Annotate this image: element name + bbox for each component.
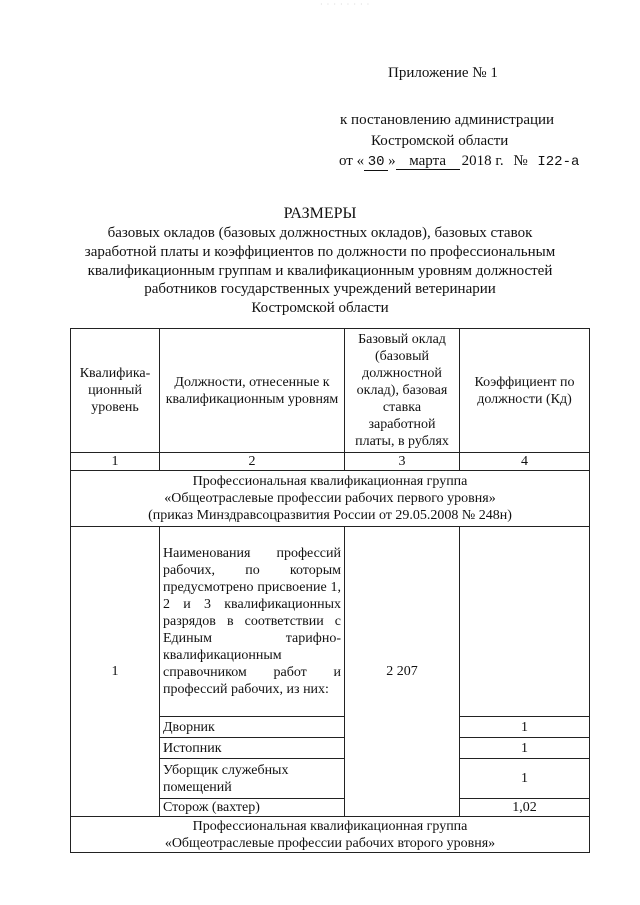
col-number-4: 4	[460, 453, 590, 471]
top-scribble: · · · · · · · ·	[320, 0, 371, 9]
heading-title: РАЗМЕРЫ	[283, 205, 357, 222]
column-number-row	[71, 453, 590, 471]
empty-coef-cell	[460, 527, 590, 717]
group2-line2: «Общеотраслевые профессии рабочих второго уровня»	[164, 835, 496, 851]
col-number-2: 2	[160, 453, 345, 471]
heading-line5: Костромской области	[251, 300, 389, 316]
date-month: марта	[396, 154, 460, 170]
salary-table	[70, 328, 590, 853]
number-label: №	[513, 153, 528, 169]
date-year: 2018 г.	[461, 153, 504, 169]
position-coef: 1	[460, 738, 590, 759]
position-name: Сторож (вахтер)	[160, 799, 345, 817]
col-number-3: 3	[345, 453, 460, 471]
group2-line1: Профессиональная квалификационная группа	[192, 818, 468, 834]
header-level: Квалифика- ционный уровень	[71, 329, 160, 453]
appendix-date-line	[339, 152, 585, 171]
position-name: Уборщик служебных помещений	[160, 759, 345, 799]
document-number: I22-а	[537, 154, 580, 170]
group1-line1: Профессиональная квалификационная группа	[192, 474, 468, 489]
appendix-title: Приложение № 1	[388, 65, 498, 81]
header-base-salary: Базовый оклад (базовый должностной оклад), базовая ставка заработной платы, в рублях	[345, 329, 460, 453]
header-coefficient: Коэффициент по должности (Кд)	[460, 329, 590, 453]
group2-row	[71, 817, 590, 853]
group1-line2: «Общеотраслевые профессии рабочих первого уровня»	[164, 491, 496, 506]
group1-row	[71, 471, 590, 527]
heading-line4: работников государственных учреждений ветеринарии	[144, 281, 496, 297]
appendix-line1: к постановлению администрации	[340, 112, 555, 128]
level1-row	[71, 527, 590, 717]
heading-line2: заработной платы и коэффициентов по должности по профессиональным	[84, 244, 556, 260]
heading-line1: базовых окладов (базовых должностных окладов), базовых ставок	[107, 225, 533, 241]
position-coef: 1	[460, 759, 590, 799]
appendix-line2: Костромской области	[371, 133, 509, 149]
level-cell: 1	[71, 527, 160, 817]
header-positions: Должности, отнесенные к квалификационным уровням	[160, 329, 345, 453]
position-name: Дворник	[160, 717, 345, 738]
date-day: 30	[364, 155, 388, 171]
col-number-1: 1	[71, 453, 160, 471]
table-header-row	[71, 329, 590, 453]
group1-line3: (приказ Минздравсоцразвития России от 29.05.2008 № 248н)	[148, 508, 512, 523]
position-name: Истопник	[160, 738, 345, 759]
group1-cell	[71, 471, 590, 527]
position-coef: 1,02	[460, 799, 590, 817]
position-coef: 1	[460, 717, 590, 738]
date-prefix: от «	[339, 153, 365, 169]
description-cell: Наименования профессий рабочих, по которым предусмотрено присвоение 1, 2 и 3 квалификационных разрядов в соответствии с Единым тарифно-квалификационным справочником работ и профессий рабочих, из них:	[160, 527, 345, 717]
heading-line3: квалификационным группам и квалификационным уровням должностей	[87, 263, 553, 279]
group2-cell	[71, 817, 590, 853]
base-salary-cell: 2 207	[345, 527, 460, 817]
date-month-sep: »	[388, 153, 396, 169]
